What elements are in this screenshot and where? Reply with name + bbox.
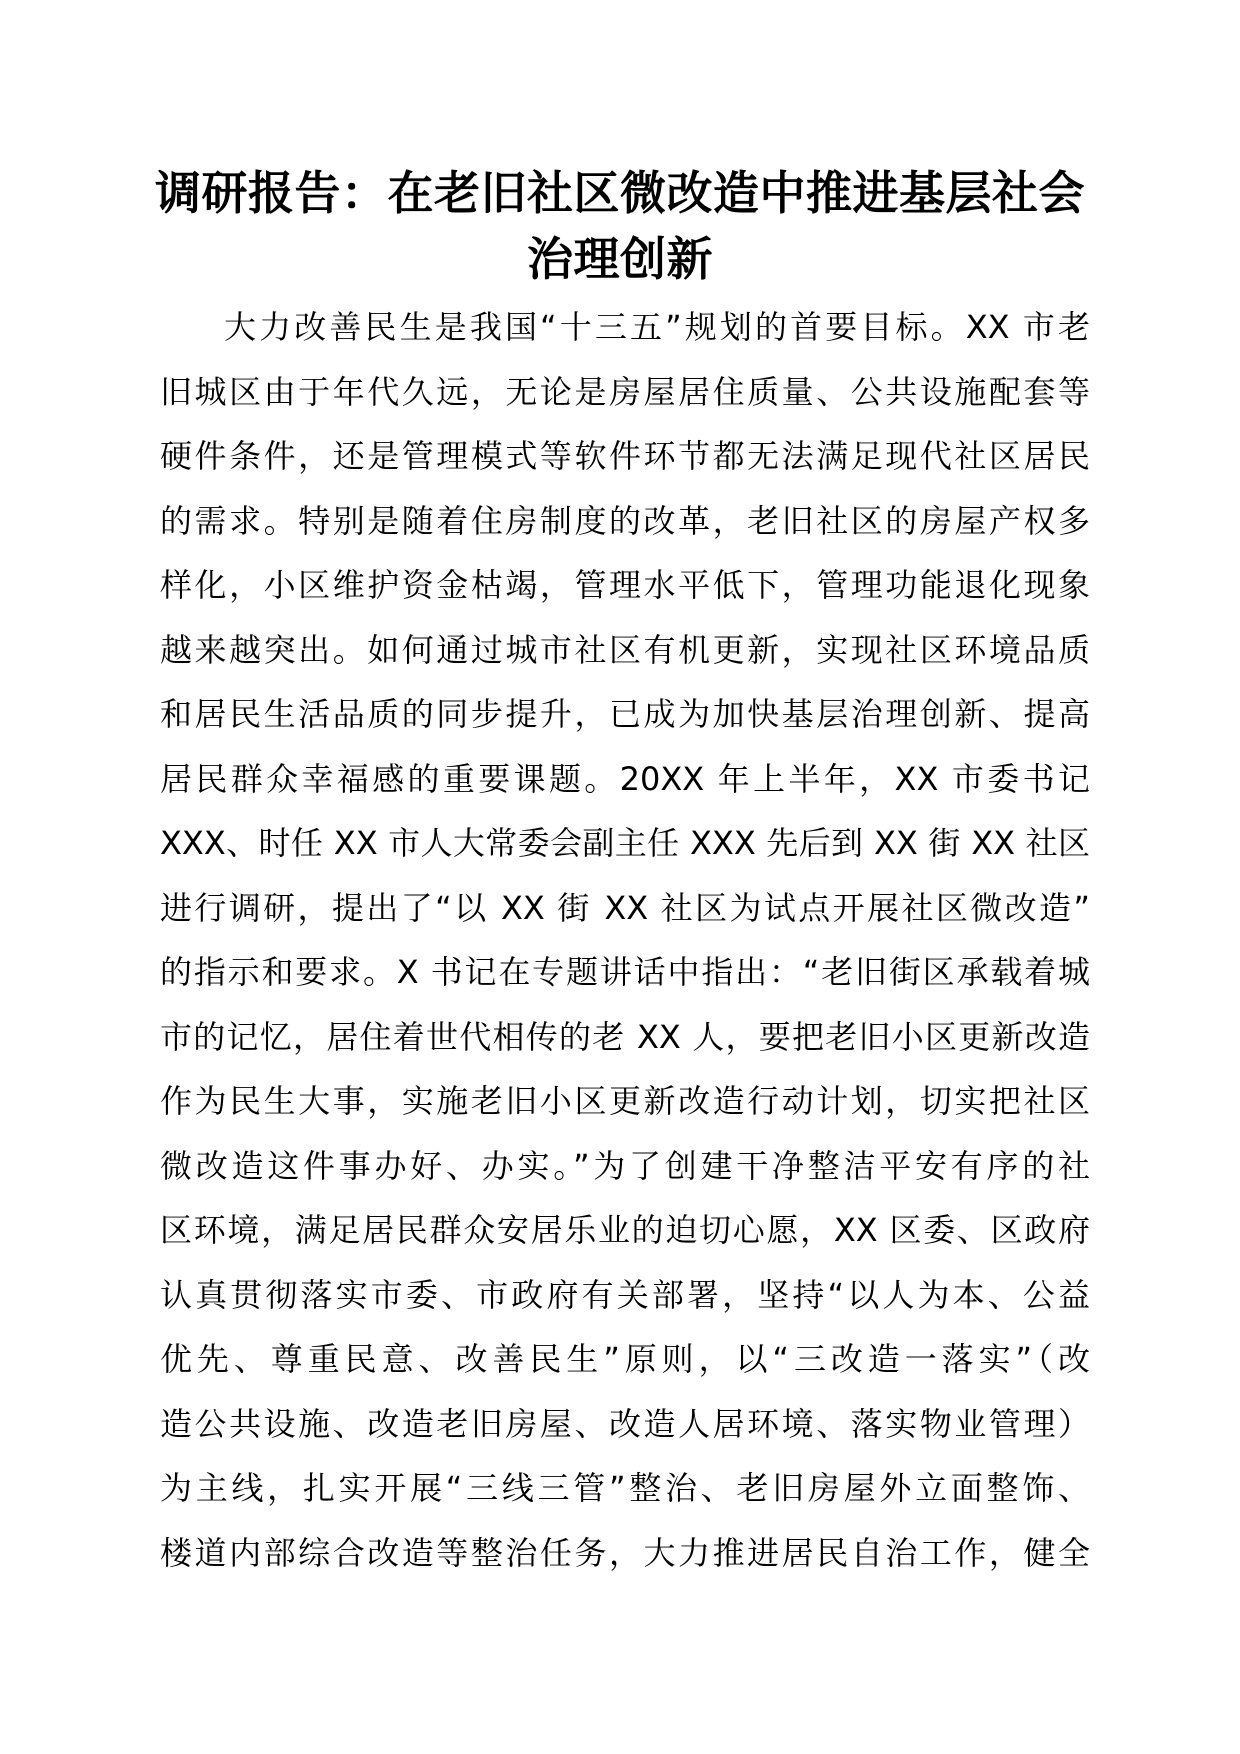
body-line: 硬件条件，还是管理模式等软件环节都无法满足现代社区居民 xyxy=(160,437,1090,475)
document-title xyxy=(150,160,1090,292)
body-line: 的指示和要求。X 书记在专题讲话中指出：“老旧街区承载着城 xyxy=(160,953,1090,991)
body-line: 造公共设施、改造老旧房屋、改造人居环境、落实物业管理） xyxy=(160,1404,1090,1443)
body-line: 和居民生活品质的同步提升，已成为加快基层治理创新、提高 xyxy=(160,695,1090,733)
body-line: 微改造这件事办好、办实。”为了创建干净整洁平安有序的社 xyxy=(160,1146,1090,1185)
body-line: 进行调研，提出了“以 XX 街 XX 社区为试点开展社区微改造” xyxy=(160,888,1090,927)
body-line: 市的记忆，居住着世代相传的老 XX 人，要把老旧小区更新改造 xyxy=(160,1017,1090,1056)
body-line: 楼道内部综合改造等整治任务，大力推进居民自治工作，健全 xyxy=(160,1533,1090,1572)
body-line: 样化，小区维护资金枯竭，管理水平低下，管理功能退化现象 xyxy=(160,566,1090,604)
title-line-2: 治理创新 xyxy=(527,232,713,286)
body-line: 居民群众幸福感的重要课题。20XX 年上半年，XX 市委书记 xyxy=(160,759,1090,798)
body-line: 越来越突出。如何通过城市社区有机更新，实现社区环境品质 xyxy=(160,630,1090,669)
body-line: 的需求。特别是随着住房制度的改革，老旧社区的房屋产权多 xyxy=(160,501,1090,540)
body-line: 认真贯彻落实市委、市政府有关部署，坚持“以人为本、公益 xyxy=(160,1275,1090,1314)
body-line: 旧城区由于年代久远，无论是房屋居住质量、公共设施配套等 xyxy=(160,372,1090,411)
body-line: XXX、时任 XX 市人大常委会副主任 XXX 先后到 XX 街 XX 社区 xyxy=(160,824,1090,862)
body-line: 为主线，扎实开展“三线三管”整治、老旧房屋外立面整饰、 xyxy=(160,1469,1090,1507)
body-line: 优先、尊重民意、改善民生”原则，以“三改造一落实”（改 xyxy=(160,1340,1090,1378)
body-paragraph xyxy=(160,295,1090,1585)
title-line-1: 调研报告：在老旧社区微改造中推进基层社会 xyxy=(155,166,1085,220)
body-line: 作为民生大事，实施老旧小区更新改造行动计划，切实把社区 xyxy=(160,1082,1090,1120)
body-line: 区环境，满足居民群众安居乐业的迫切心愿，XX 区委、区政府 xyxy=(160,1211,1090,1249)
body-line: 大力改善民生是我国“十三五”规划的首要目标。XX 市老 xyxy=(224,308,1090,346)
